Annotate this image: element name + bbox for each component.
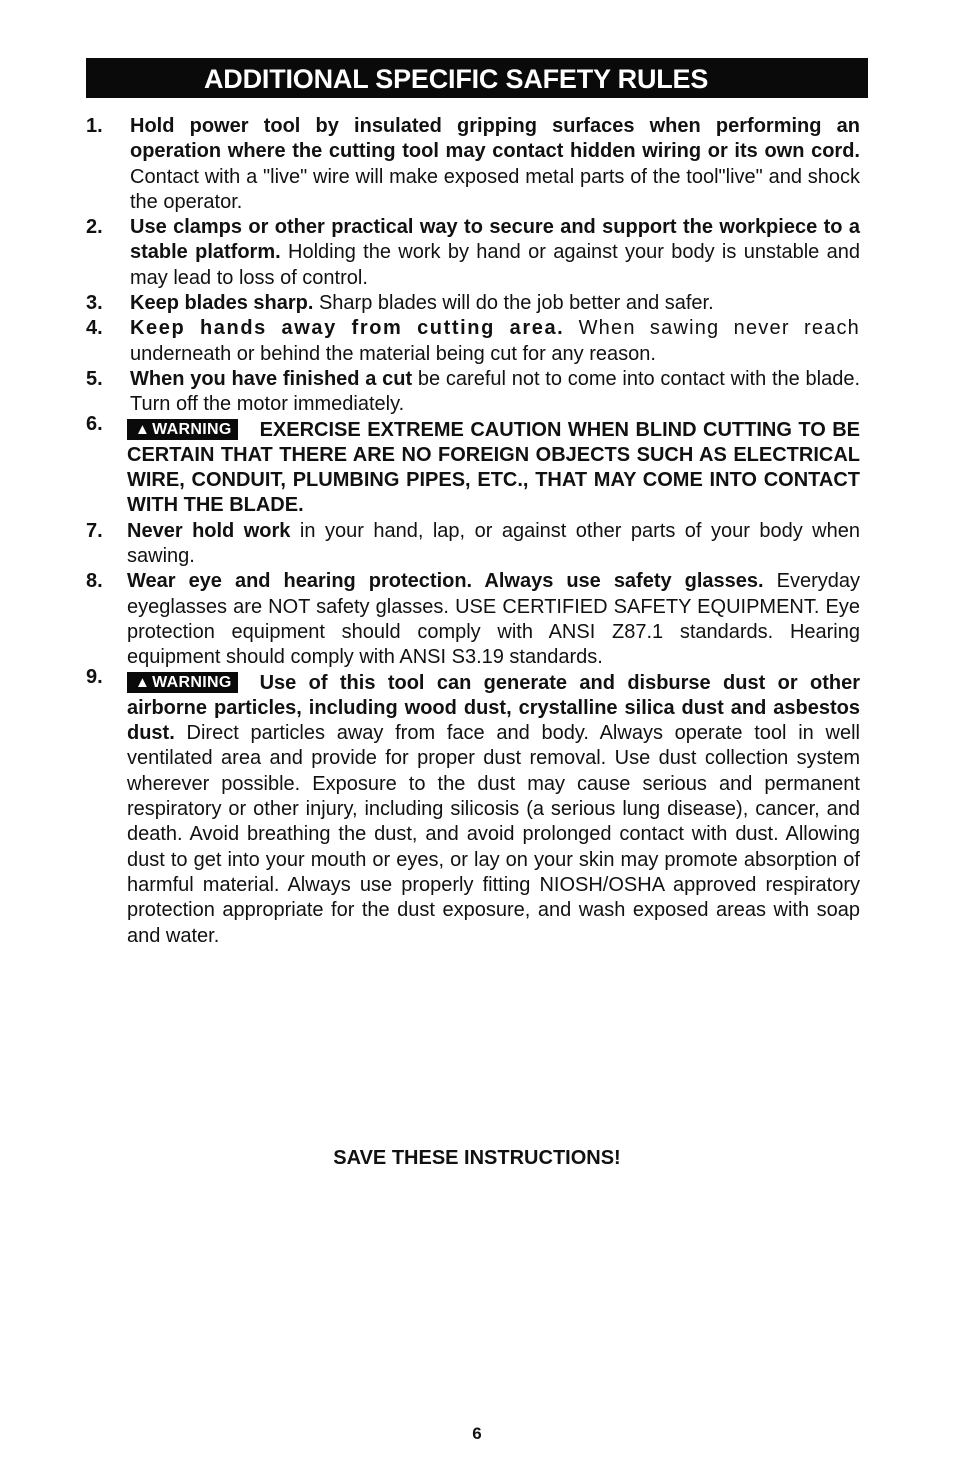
safety-rules-list — [86, 114, 860, 949]
rule-number: 7. — [86, 519, 103, 542]
rule-text: Sharp blades will do the job better and safer. — [313, 292, 714, 315]
warning-badge — [127, 419, 238, 440]
rule-number: 9. — [86, 665, 103, 688]
rule-bold-text: Keep hands away from cutting area. — [130, 317, 565, 340]
rule-bold-text: When you have finished a cut — [130, 367, 413, 390]
rule-item — [86, 665, 860, 949]
warning-badge-label: WARNING — [152, 420, 232, 438]
rule-text: Contact with a "live" wire will make exposed metal parts of the tool"live" and shock the operator. — [130, 165, 860, 213]
rule-number: 6. — [86, 412, 103, 435]
rule-number: 4. — [86, 317, 103, 340]
rule-bold-text: Use clamps or other practical way to secure and support the workpiece to a stable platform. — [130, 216, 860, 264]
rule-bold-text: Keep blades sharp. — [130, 292, 314, 315]
rule-text-spaced: When sawing never reach — [564, 317, 860, 340]
section-header-bar — [86, 58, 868, 98]
rule-number: 5. — [86, 367, 103, 390]
rule-number: 8. — [86, 570, 103, 593]
rule-bold-text: Hold power tool by insulated gripping surfaces when performing an operation where the cutting tool may contact hidden wiring or its own cord. — [130, 115, 860, 163]
rule-item — [86, 316, 860, 367]
rule-item — [86, 291, 860, 316]
rule-item — [86, 114, 860, 215]
rule-bold-text: EXERCISE EXTREME CAUTION WHEN BLIND CUTTING TO BE CERTAIN THAT THERE ARE NO FOREIGN OBJECTS SUCH AS ELECTRICAL WIRE, CONDUIT, PLUMBING PIPES, ETC., THAT MAY COME INTO CONTACT WITH THE BLADE. — [127, 418, 860, 517]
rule-text: be careful not to come into contact with the blade. Turn off the motor immediately. — [130, 367, 861, 416]
rule-text: Everyday eyeglasses are NOT safety glasses. USE CERTIFIED SAFETY EQUIPMENT. Eye protection equipment should comply with ANSI Z87.1 standards. Hearing equipment should comply with ANSI S3.19 standards. — [127, 570, 860, 669]
rule-number: 1. — [86, 115, 103, 137]
warning-badge-label: WARNING — [152, 673, 232, 691]
warning-badge — [127, 672, 238, 693]
rule-item — [86, 367, 860, 418]
rule-bold-text: Use of this tool can generate and disburse dust or other airborne particles, including wood dust, crystalline silica dust and asbestos dust. — [127, 671, 860, 745]
warning-triangle-icon: ▲ — [135, 420, 151, 438]
rule-text: underneath or behind the material being cut for any reason. — [130, 342, 656, 365]
rule-text: Holding the work by hand or against your body is unstable and may lead to loss of control. — [130, 241, 860, 289]
rule-item — [86, 412, 860, 519]
rule-bold-text: Never hold work — [127, 519, 291, 542]
save-instructions-note: SAVE THESE INSTRUCTIONS! — [333, 1147, 621, 1169]
rule-bold-text: Wear eye and hearing protection. Always use safety glasses. — [127, 570, 764, 593]
rule-item — [86, 569, 860, 670]
page-number: 6 — [472, 1424, 482, 1443]
rule-number: 3. — [86, 292, 103, 315]
rule-text: in your hand, lap, or against other parts of your body when sawing. — [127, 519, 860, 568]
section-title: ADDITIONAL SPECIFIC SAFETY RULES — [204, 64, 709, 94]
warning-triangle-icon: ▲ — [135, 673, 151, 691]
rule-number: 2. — [86, 216, 103, 239]
rule-item — [86, 519, 860, 570]
rule-text: Direct particles away from face and body. Always operate tool in well ventilated area and provide for proper dust removal. Use dust collection system wherever possible. Exposure to the dust may cause serious and permanent respiratory or other injury, including silicosis (a serious lung disease), cancer, and death. Avoid breathing the dust, and avoid prolonged contact with dust. Allowing dust to get into your mouth or eyes, or lay on your skin may promote absorption of harmful material. Always use properly fitting NIOSH/OSHA approved respiratory protection appropriate for the dust exposure, and wash exposed areas with soap and water. — [127, 722, 860, 947]
rule-item — [86, 215, 860, 291]
